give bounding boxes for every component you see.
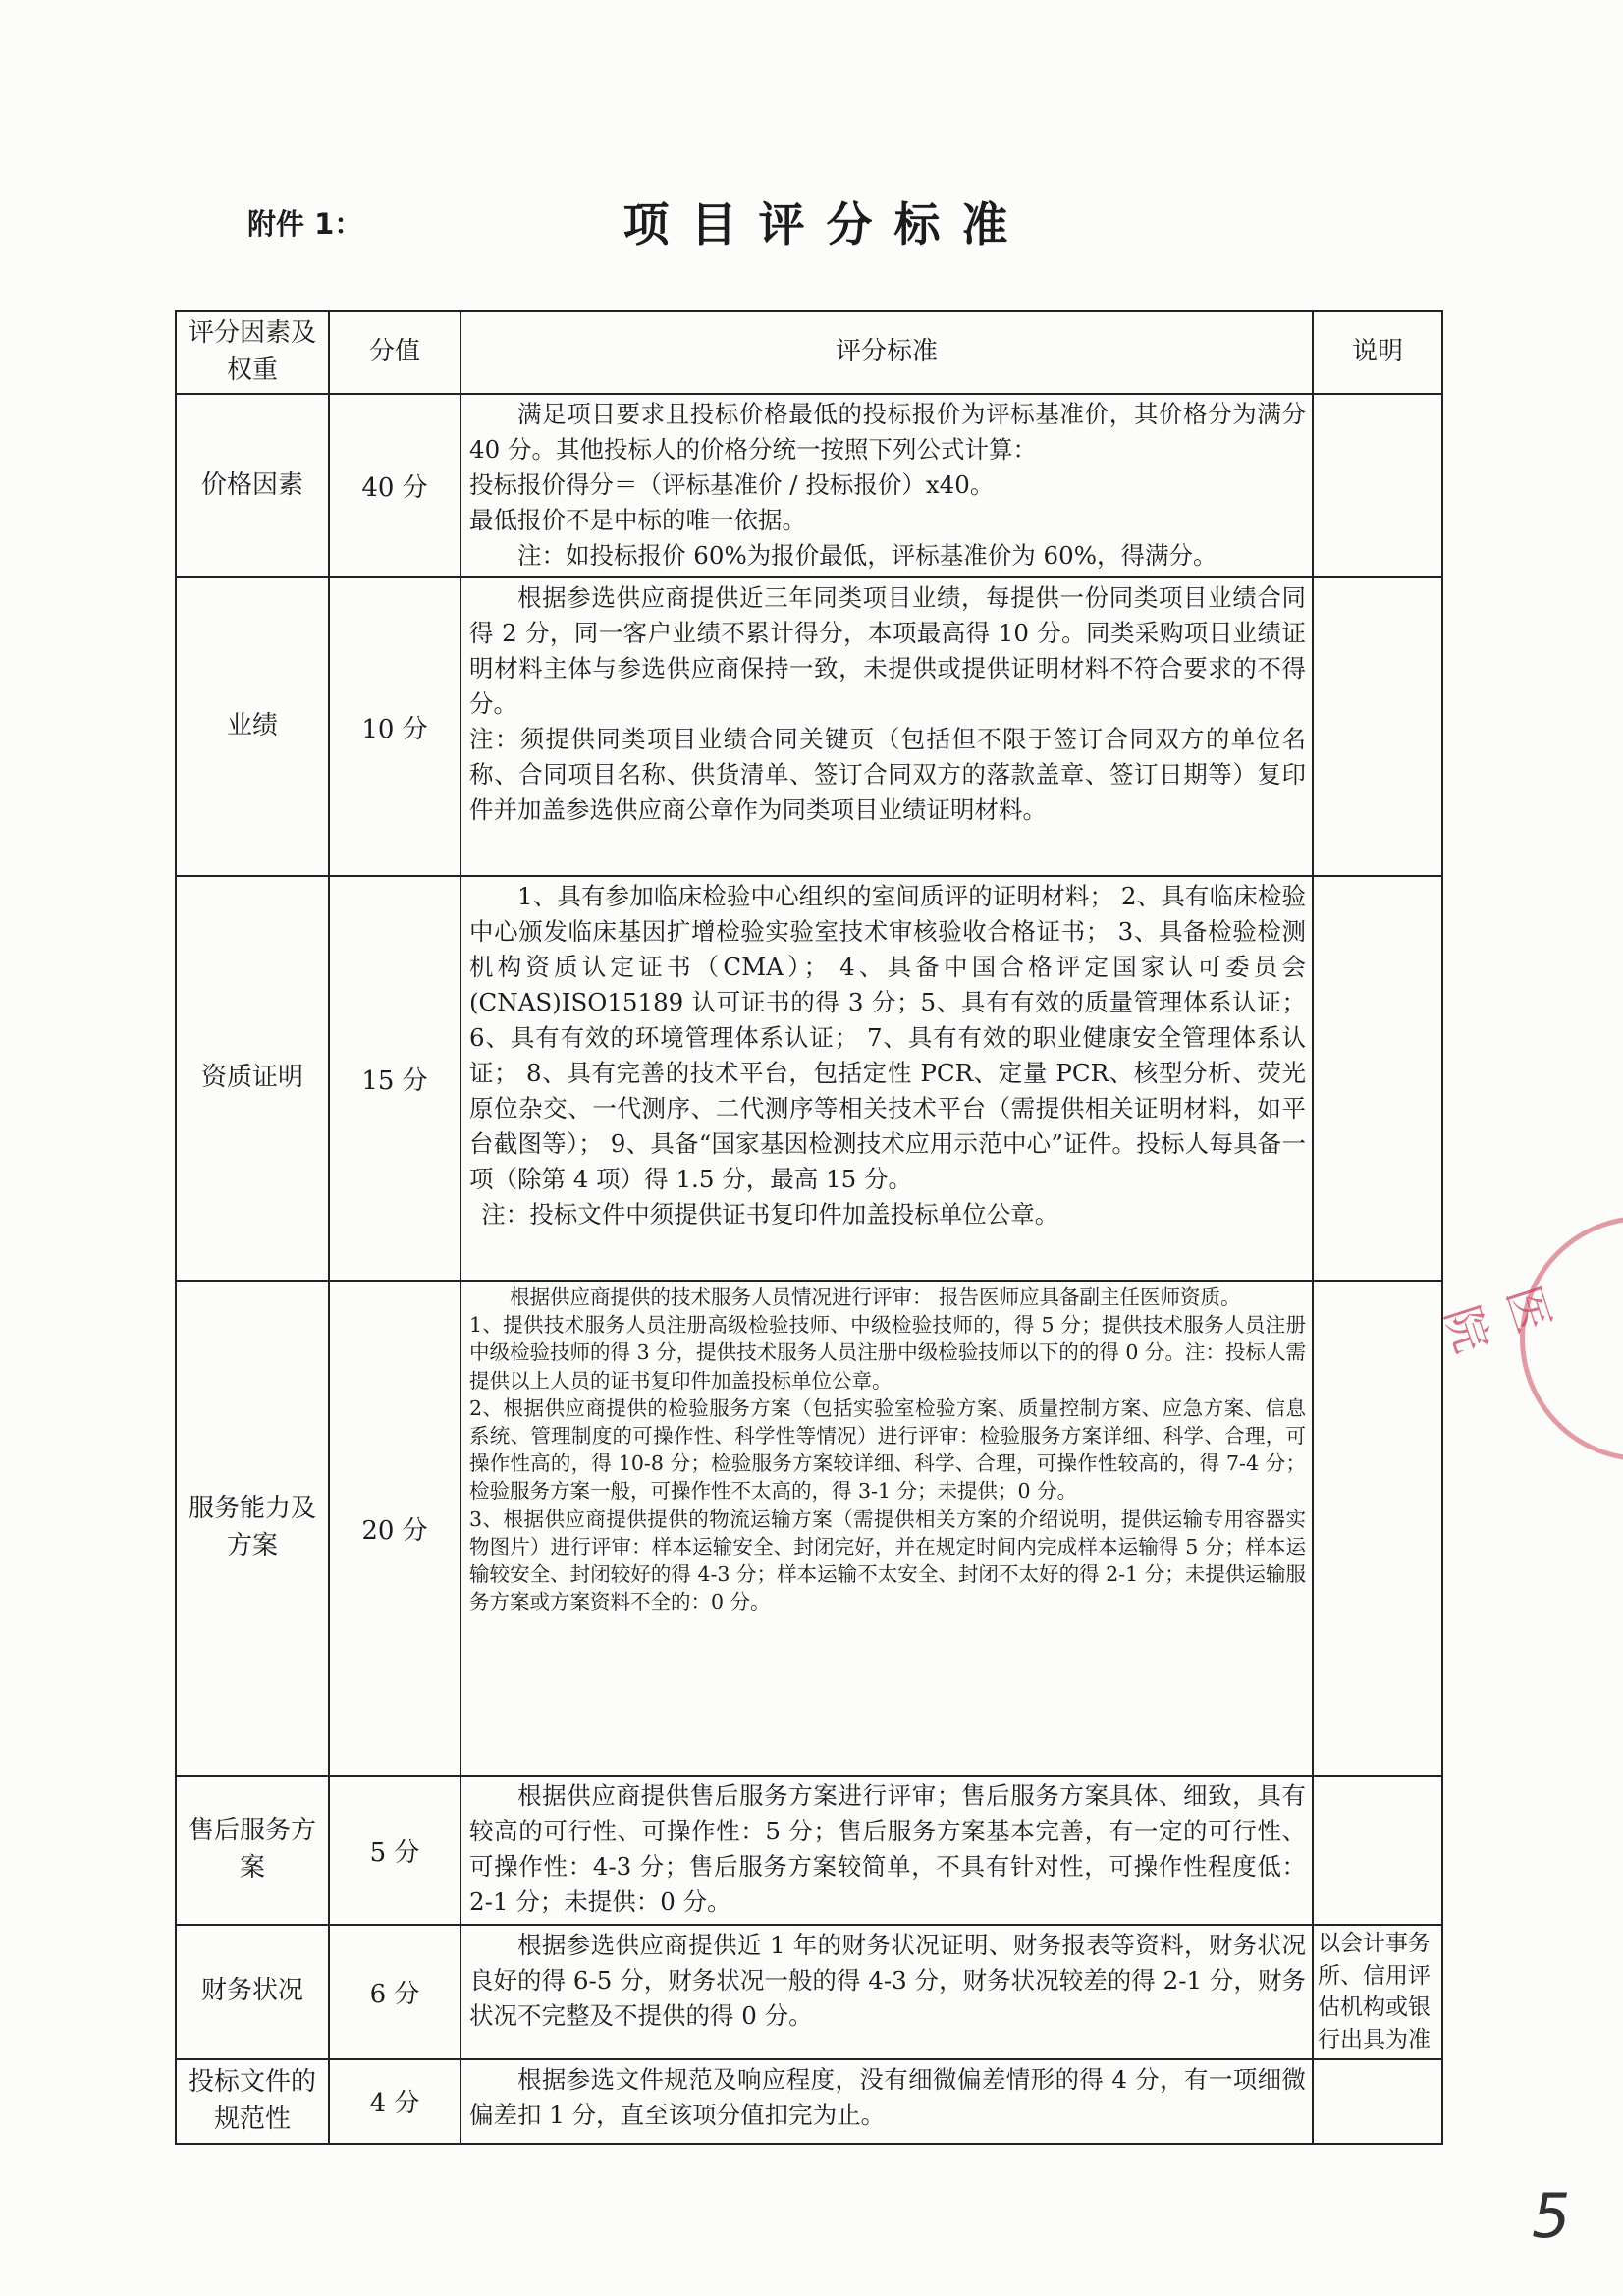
criteria-paragraph: 投标报价得分＝（评标基准价 / 投标报价）x40。: [469, 470, 995, 499]
row-criteria: [460, 394, 1313, 577]
row-criteria: [460, 1925, 1313, 2059]
criteria-paragraph: 注：须提供同类项目业绩合同关键页（包括但不限于签订合同双方的单位名称、合同项目名称、供货清单、签订合同双方的落款盖章、签订日期等）复印件并加盖参选供应商公章作为同类项目业绩证明材料。: [469, 725, 1306, 824]
criteria-paragraph: 满足项目要求且投标价格最低的投标报价为评标基准价，其价格分为满分 40 分。其他投标人的价格分统一按照下列公式计算：: [469, 400, 1306, 464]
row-factor: 资质证明: [176, 876, 329, 1281]
criteria-paragraph: 注：投标文件中须提供证书复印件加盖投标单位公章。: [481, 1200, 1059, 1229]
criteria-paragraph: 3、根据供应商提供提供的物流运输方案（需提供相关方案的介绍说明，提供运输专用容器实物图片）进行评审：样本运输安全、封闭完好，并在规定时间内完成样本运输得 5 分；样本运输较安全、封闭较好的得 4-3 分；样本运输不太安全、封闭不太好的得 2-1 分；未提供运输服务方案或方案资料不全的：0 分。: [469, 1506, 1306, 1614]
row-factor: 业绩: [176, 577, 329, 876]
header-note: 说明: [1313, 311, 1442, 394]
row-score: 10 分: [329, 577, 460, 876]
table-row: [176, 394, 1442, 577]
row-criteria: [460, 1776, 1313, 1925]
row-score: 6 分: [329, 1925, 460, 2059]
row-note: 以会计事务所、信用评估机构或银行出具为准: [1313, 1925, 1442, 2059]
row-factor: 价格因素: [176, 394, 329, 577]
row-factor: 售后服务方案: [176, 1776, 329, 1925]
criteria-paragraph: 根据参选文件规范及响应程度，没有细微偏差情形的得 4 分，有一项细微偏差扣 1 分，直至该项分值扣完为止。: [469, 2064, 1306, 2129]
criteria-paragraph: 根据供应商提供的技术服务人员情况进行评审： 报告医师应具备副主任医师资质。: [510, 1285, 1241, 1309]
criteria-paragraph: 1、具有参加临床检验中心组织的室间质评的证明材料； 2、具有临床检验中心颁发临床基因扩增检验实验室技术审核验收合格证书； 3、具备检验检测机构资质认定证书（CMA）； 4、具备中国合格评定国家认可委员会(CNAS)ISO15189 认可证书的得 3 分；5、具有有效的质量管理体系认证； 6、具有有效的环境管理体系认证； 7、具有有效的职业健康安全管理体系认证； 8、具有完善的技术平台，包括定性 PCR、定量 PCR、核型分析、荧光原位杂交、一代测序、二代测序等相关技术平台（需提供相关证明材料，如平台截图等）； 9、具备“国家基因检测技术应用示范中心”证件。投标人每具备一项（除第 4 项）得 1.5 分，最高 15 分。: [469, 882, 1306, 1193]
row-note: [1313, 394, 1442, 577]
header-criteria: 评分标准: [460, 311, 1313, 394]
row-note: [1313, 1776, 1442, 1925]
table-row: [176, 876, 1442, 1281]
header-factor: 评分因素及权重: [176, 311, 329, 394]
criteria-paragraph: 注：如投标报价 60%为报价最低，评标基准价为 60%，得满分。: [517, 541, 1217, 570]
table-row: [176, 577, 1442, 876]
handwritten-page-number: 5: [1532, 2180, 1571, 2252]
page-title: 项目评分标准: [622, 198, 1030, 252]
table-row: [176, 2059, 1442, 2144]
row-criteria: [460, 876, 1313, 1281]
criteria-paragraph: 根据供应商提供售后服务方案进行评审；售后服务方案具体、细致，具有较高的可行性、可操作性：5 分；售后服务方案基本完善，有一定的可行性、可操作性：4-3 分；售后服务方案较简单，不具有针对性，可操作性程度低：2-1 分；未提供：0 分。: [469, 1781, 1306, 1916]
row-note: [1313, 1281, 1442, 1776]
row-score: 15 分: [329, 876, 460, 1281]
row-score: 5 分: [329, 1776, 460, 1925]
attachment-label: 附件 1：: [247, 207, 363, 241]
row-score: 40 分: [329, 394, 460, 577]
row-factor: 投标文件的规范性: [176, 2059, 329, 2144]
row-criteria: [460, 577, 1313, 876]
stamp-text: 医院: [1434, 1279, 1570, 1386]
header-score: 分值: [329, 311, 460, 394]
criteria-paragraph: 1、提供技术服务人员注册高级检验技师、中级检验技师的，得 5 分；提供技术服务人员注册中级检验技师的得 3 分，提供技术服务人员注册中级检验技师以下的的得 0 分。注：投标人需提供以上人员的证书复印件加盖投标单位公章。: [469, 1313, 1306, 1393]
row-note: [1313, 577, 1442, 876]
row-score: 4 分: [329, 2059, 460, 2144]
row-criteria: [460, 2059, 1313, 2144]
row-note: [1313, 2059, 1442, 2144]
table-row: [176, 1776, 1442, 1925]
table-row: [176, 1281, 1442, 1776]
criteria-paragraph: 根据参选供应商提供近三年同类项目业绩，每提供一份同类项目业绩合同得 2 分，同一客户业绩不累计得分，本项最高得 10 分。同类采购项目业绩证明材料主体与参选供应商保持一致，未提供或提供证明材料不符合要求的不得分。: [469, 583, 1306, 718]
row-criteria: [460, 1281, 1313, 1776]
row-score: 20 分: [329, 1281, 460, 1776]
header-row: [176, 311, 1442, 394]
table-row: [176, 1925, 1442, 2059]
row-factor: 服务能力及方案: [176, 1281, 329, 1776]
criteria-paragraph: 2、根据供应商提供的检验服务方案（包括实验室检验方案、质量控制方案、应急方案、信息系统、管理制度的可操作性、科学性等情况）进行评审：检验服务方案详细、科学、合理，可操作性高的，得 10-8 分；检验服务方案较详细、科学、合理，可操作性较高的，得 7-4 分；检验服务方案一般，可操作性不太高的，得 3-1 分；未提供；0 分。: [469, 1395, 1306, 1503]
row-note: [1313, 876, 1442, 1281]
criteria-paragraph: 根据参选供应商提供近 1 年的财务状况证明、财务报表等资料，财务状况良好的得 6-5 分，财务状况一般的得 4-3 分，财务状况较差的得 2-1 分，财务状况不完整及不提供的得 0 分。: [469, 1931, 1306, 2030]
criteria-paragraph: 最低报价不是中标的唯一依据。: [469, 506, 806, 534]
row-factor: 财务状况: [176, 1925, 329, 2059]
scoring-table: [175, 310, 1443, 2145]
